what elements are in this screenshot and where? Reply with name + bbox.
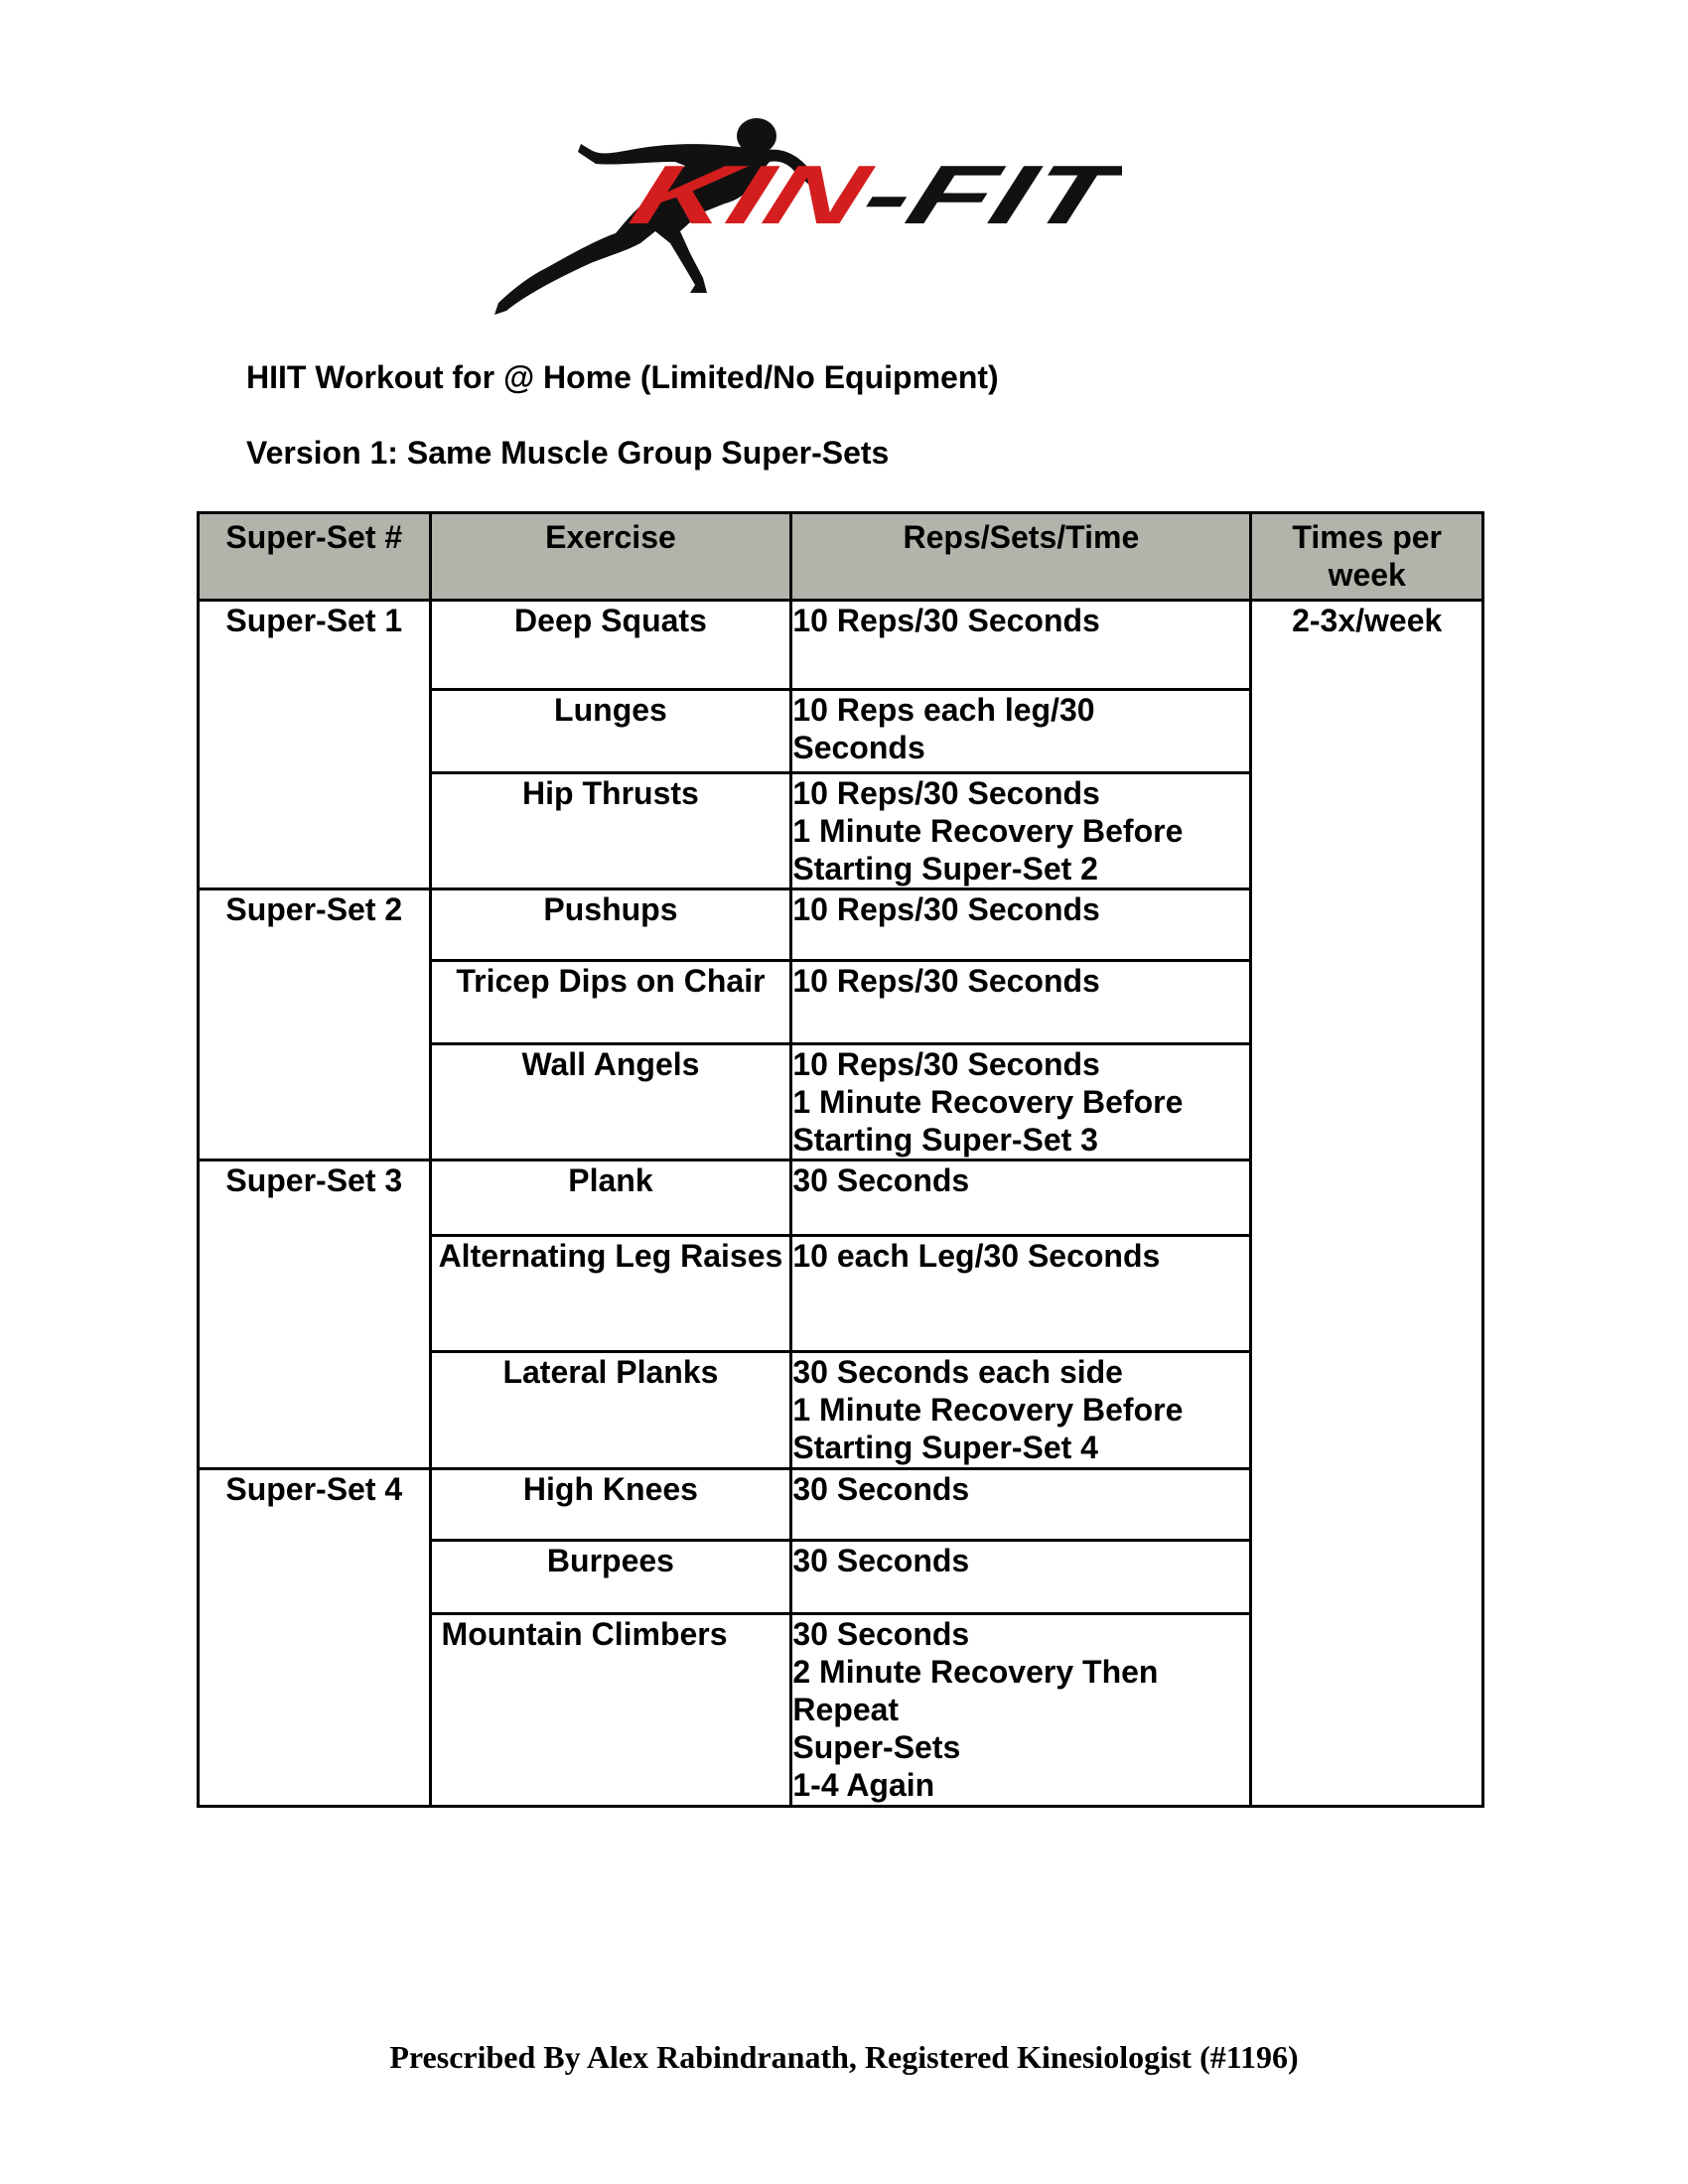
exercise-reps bbox=[791, 690, 1251, 773]
reps-line: Seconds bbox=[792, 730, 925, 765]
exercise-reps bbox=[791, 1236, 1251, 1352]
exercise-reps bbox=[791, 1541, 1251, 1614]
header-reps: Reps/Sets/Time bbox=[791, 513, 1251, 601]
table-header-row bbox=[199, 513, 1483, 601]
header-super-set: Super-Set # bbox=[199, 513, 431, 601]
exercise-name: Tricep Dips on Chair bbox=[430, 961, 791, 1044]
exercise-name: Alternating Leg Raises bbox=[430, 1236, 791, 1352]
header-exercise: Exercise bbox=[430, 513, 791, 601]
super-set-label: Super-Set 1 bbox=[199, 601, 431, 889]
exercise-name: Plank bbox=[430, 1160, 791, 1236]
reps-line: 10 each Leg/30 Seconds bbox=[792, 1238, 1161, 1274]
exercise-name: Deep Squats bbox=[430, 601, 791, 690]
exercise-name: Pushups bbox=[430, 889, 791, 961]
reps-line: 30 Seconds bbox=[792, 1543, 970, 1578]
exercise-reps bbox=[791, 1352, 1251, 1469]
page-title: HIIT Workout for @ Home (Limited/No Equipment) bbox=[246, 359, 999, 395]
exercise-name: Hip Thrusts bbox=[430, 773, 791, 889]
exercise-name: Lunges bbox=[430, 690, 791, 773]
exercise-name: Burpees bbox=[430, 1541, 791, 1614]
reps-line: 1 Minute Recovery Before bbox=[792, 813, 1184, 849]
super-set-label: Super-Set 4 bbox=[199, 1469, 431, 1807]
workout-table bbox=[197, 511, 1484, 1808]
reps-line: Repeat bbox=[792, 1692, 900, 1727]
exercise-name: High Knees bbox=[430, 1469, 791, 1541]
header-times-per-week: Times per week bbox=[1251, 513, 1483, 601]
super-set-label: Super-Set 2 bbox=[199, 889, 431, 1160]
reps-line: 2 Minute Recovery Then bbox=[792, 1654, 1159, 1690]
reps-line: 10 Reps/30 Seconds bbox=[792, 603, 1100, 638]
reps-line: 1-4 Again bbox=[792, 1767, 935, 1803]
frequency-value: 2-3x/week bbox=[1251, 601, 1483, 1807]
logo-kin: KIN bbox=[620, 148, 795, 242]
exercise-name: Mountain Climbers bbox=[430, 1614, 791, 1807]
reps-line: 1 Minute Recovery Before bbox=[792, 1084, 1184, 1120]
super-set-label: Super-Set 3 bbox=[199, 1160, 431, 1469]
reps-line: 10 Reps/30 Seconds bbox=[792, 1046, 1100, 1082]
reps-line: 10 Reps each leg/30 bbox=[792, 692, 1095, 728]
reps-line: Super-Sets bbox=[792, 1729, 961, 1765]
reps-line: 10 Reps/30 Seconds bbox=[792, 963, 1100, 999]
exercise-reps bbox=[791, 1044, 1251, 1160]
exercise-reps bbox=[791, 1614, 1251, 1807]
reps-line: 1 Minute Recovery Before bbox=[792, 1392, 1184, 1428]
reps-line: 30 Seconds bbox=[792, 1616, 970, 1652]
logo-fit: -FIT bbox=[850, 148, 1035, 242]
reps-line: 30 Seconds bbox=[792, 1471, 970, 1507]
logo-wordmark bbox=[621, 149, 1122, 242]
reps-line: Starting Super-Set 2 bbox=[792, 851, 1098, 887]
kin-fit-logo bbox=[487, 104, 1122, 318]
reps-line: 30 Seconds each side bbox=[792, 1354, 1123, 1390]
exercise-reps bbox=[791, 1469, 1251, 1541]
exercise-reps bbox=[791, 773, 1251, 889]
exercise-name: Lateral Planks bbox=[430, 1352, 791, 1469]
reps-line: 10 Reps/30 Seconds bbox=[792, 775, 1100, 811]
exercise-reps bbox=[791, 601, 1251, 690]
prescribed-by-footer: Prescribed By Alex Rabindranath, Registered Kinesiologist (#1196) bbox=[389, 2039, 1299, 2075]
table-row bbox=[199, 601, 1483, 690]
page-subtitle: Version 1: Same Muscle Group Super-Sets bbox=[246, 435, 890, 471]
reps-line: 30 Seconds bbox=[792, 1162, 970, 1198]
exercise-reps bbox=[791, 961, 1251, 1044]
exercise-reps bbox=[791, 1160, 1251, 1236]
reps-line: Starting Super-Set 4 bbox=[792, 1430, 1098, 1465]
exercise-name: Wall Angels bbox=[430, 1044, 791, 1160]
reps-line: Starting Super-Set 3 bbox=[792, 1122, 1098, 1158]
reps-line: 10 Reps/30 Seconds bbox=[792, 891, 1100, 927]
exercise-reps bbox=[791, 889, 1251, 961]
